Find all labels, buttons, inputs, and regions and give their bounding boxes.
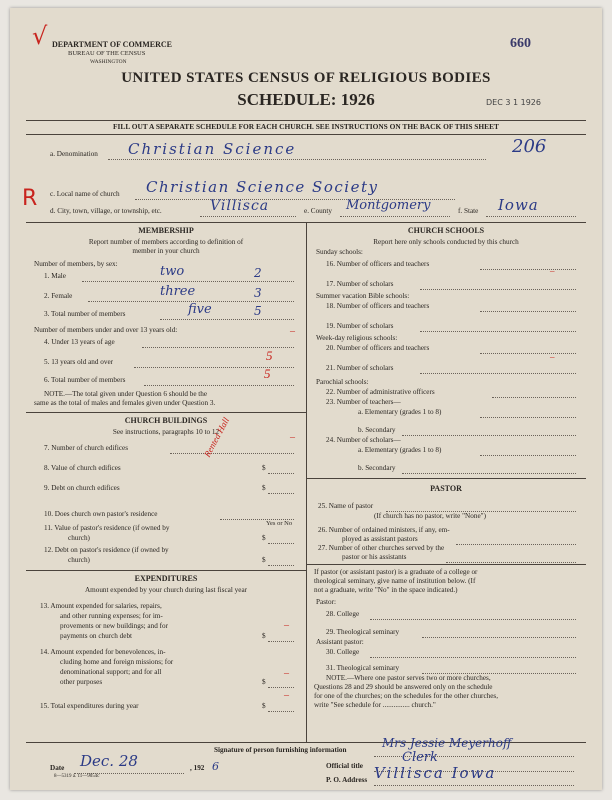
form-number: 8—5319 a. 11—9054c [54,774,100,779]
age-intro-label: Number of members under and over 13 years old: [34,326,178,334]
q21-label: 21. Number of scholars [326,364,394,372]
form-schedule: SCHEDULE: 1926 [237,90,375,109]
schools-intro: Report here only schools conducted by this church [373,238,519,246]
q13-line-4: payments on church debt [60,632,133,640]
pastor-title: PASTOR [430,484,462,493]
q5-13over-value[interactable]: 5 [266,348,273,363]
q1-male-value[interactable]: 2 [254,266,262,280]
weekday-schools-label: Week-day religious schools: [316,334,398,342]
signature-value[interactable]: Mrs Jessie Meyerhoff [382,736,512,750]
membership-title: MEMBERSHIP [138,226,194,235]
pastor-note-2: Questions 28 and 29 should be answered only on the schedule [314,683,493,691]
pastor-sublabel: Pastor: [316,598,336,606]
rented-hall-note: Rented Hall [202,415,232,459]
q24a-label: a. Elementary (grades 1 to 8) [358,446,442,454]
q9-debt-label: 9. Debt on church edifices [44,484,120,492]
form-title: UNITED STATES CENSUS OF RELIGIOUS BODIES [121,70,491,86]
red-checkmark: √ [32,22,48,50]
q29-label: 29. Theological seminary [326,628,400,636]
q25-note: (If church has no pastor, write "None") [374,512,486,520]
local-name-value[interactable]: Christian Science Society [146,178,379,196]
members-by-sex-label: Number of members, by sex: [34,260,118,268]
po-address-label: P. O. Address [326,776,368,784]
po-address-value[interactable]: Villisca Iowa [374,764,497,782]
q1-male-label: 1. Male [44,272,66,280]
q23b-label: b. Secondary [358,426,396,434]
q8-value-label: 8. Value of church edifices [44,464,121,472]
q16-label: 16. Number of officers and teachers [326,260,430,268]
expenditures-title: EXPENDITURES [134,574,198,583]
schedule-number: 660 [510,36,531,51]
department-name: DEPARTMENT OF COMMERCE [52,40,173,49]
q26-label-1: 26. Number of ordained ministers, if any, em- [318,526,450,534]
denomination-code: 206 [512,136,547,157]
graduate-intro-2: theological seminary, give name of institution below. (If [314,577,476,585]
q3-total-value[interactable]: 5 [254,304,262,318]
q2-female-value[interactable]: 3 [254,286,262,300]
buildings-intro: See instructions, paragraphs 10 to 12 [112,428,220,436]
official-title-label: Official title [326,762,363,770]
fill-out-instruction: FILL OUT A SEPARATE SCHEDULE FOR EACH CHURCH. SEE INSTRUCTIONS ON THE BACK OF THIS SHEET [113,122,499,131]
q19-label: 19. Number of scholars [326,322,394,330]
q17-label: 17. Number of scholars [326,280,394,288]
q14-line-3: denominational support; and for all [60,668,162,676]
q20-label: 20. Number of officers and teachers [326,344,430,352]
q14-line-2: cluding home and foreign missions; for [60,658,174,666]
membership-note-2: same as the total of males and females given under Question 3. [34,399,216,407]
q1-male-words[interactable]: two [160,264,185,279]
graduate-intro-1: If pastor (or assistant pastor) is a graduate of a college or [314,568,478,576]
q4-under13-label: 4. Under 13 years of age [44,338,115,346]
q2-female-words[interactable]: three [160,284,196,299]
q27-label-2: pastor or his assistants [342,553,407,561]
q3-total-label: 3. Total number of members [44,310,126,318]
city-label: d. City, town, village, or township, etc. [50,207,162,215]
pastor-note-4: write "See schedule for ............... church." [314,701,436,709]
q22-label: 22. Number of administrative officers [326,388,435,396]
q6-total-value[interactable]: 5 [264,366,271,381]
q30-label: 30. College [326,648,360,656]
graduate-intro-3: not a graduate, write "No" in the space indicated.) [314,586,458,594]
membership-intro-1: Report number of members according to definition of [88,238,244,246]
q2-female-label: 2. Female [44,292,73,300]
year-digit[interactable]: 6 [212,760,219,773]
assistant-pastor-sublabel: Assistant pastor: [316,638,364,646]
local-name-label: c. Local name of church [50,190,120,198]
q27-label-1: 27. Number of other churches served by the [318,544,445,552]
year-prefix: , 192 [190,764,205,772]
q13-line-3: provements or new buildings; and for [60,622,168,630]
summer-schools-label: Summer vacation Bible schools: [316,292,410,300]
q13-line-2: and other running expenses; for im- [60,612,163,620]
bureau-name: BUREAU OF THE CENSUS [68,50,146,57]
census-schedule-sheet: √ R DEPARTMENT OF COMMERCE BUREAU OF THE CENSUS WASHINGTON 660 UNITED STATES CENSUS OF RELIGIOUS BODIES SCHEDULE: 1926 DEC 3 1 1926 FILL OUT A SEPARATE SCHEDULE FOR EACH CHURCH. SEE INSTRUCTIONS ON THE BACK OF THIS SHEET a. Denomination Christian Science 206 c. Local name of church Christian Science Society d. City, town, village, or township, etc. Villisca e. County Montgomery f. State Iowa MEMBERSHIP Report number of members according to definition of member in your church Number of members, by sex: 1. Male two 2 2. Female three 3 3. Total number of members five 5 Number of members under and over 13 years old: 4. Under 13 years of age – 5. 13 years old and over 5 6. Total number of members 5 NOTE.—The total given under Question 6 should be the same as the total of males and females given under Question 3. CHURCH BUILDINGS See instructions, paragraphs 10 to 12 7. Number of church edifices – 8. Value of church edifices $ 9. Debt on church edifices $ Rented Hall 10. Does church own pastor's residence Yes or No 11. Value of pastor's residence (if owned by church) $ 12. Debt on pastor's residence (if owned by church) $ EXPENDITURES Amount expended by your church during last fiscal year 13. Amount expended for salaries, repairs, and other running expenses; for im- provements or new buildings; and for payments on church debt $ – 14. Amount expended for benevolences, in- cluding home and foreign missions; for denominational support; and for all other purposes $ – 15. Total expenditures during year $ – CHURCH SCHOOLS Report here only schools conducted by this church Sunday schools: 16. Number of officers and teachers 17. Number of scholars – Summer vacation Bible schools: 18. Number of officers and teachers 19. Number of scholars Week-day religious schools: 20. Number of officers and teachers 21. Number of scholars – Parochial schools: 22. Number of administrative officers 23. Number of teachers— a. Elementary (grades 1 to 8) b. Secondary 24. Number of scholars— a. Elementary (grades 1 to 8) b. Secondary PASTOR 25. Name of pastor (If church has no pastor, write "None") 26. Number of ordained ministers, if any, em- ployed as assistant pastors 27. Number of other churches served by the pastor or his assistants If pastor (or assistant pastor) is a graduate of a college or theological seminary, give name of institution below. (If not a graduate, write "No" in the space indicated.) Pastor: 28. College 29. Theological seminary Assistant pastor: 30. College 31. Theological seminary NOTE.—Where one pastor serves two or more churches, Questions 28 and 29 should be answered only on the schedule for one of the churches; on the schedules for the other churches, write "See schedule for ............... church." Signature of person furnishing information Mrs Jessie Meyerhoff Official title Clerk P. O. Address Villisca Iowa Date Dec. 28 , 192 6 8—5319 a. 11—9054c [10,8,602,790]
q3-total-words[interactable]: five [188,302,212,317]
q23-label: 23. Number of teachers— [326,398,401,406]
membership-note-1: NOTE.—The total given under Question 6 should be the [44,390,208,398]
q6-total-label: 6. Total number of members [44,376,126,384]
q13-line-1: 13. Amount expended for salaries, repairs, [40,602,162,610]
q14-line-4: other purposes [60,678,103,686]
sunday-schools-label: Sunday schools: [316,248,363,256]
state-label: f. State [458,207,479,215]
pastor-note-3: for one of the churches; on the schedules for the other churches, [314,692,499,700]
pastor-note-1: NOTE.—Where one pastor serves two or more churches, [326,674,491,682]
q31-label: 31. Theological seminary [326,664,400,672]
state-value[interactable]: Iowa [498,196,539,214]
city-value[interactable]: Villisca [210,198,270,214]
q15-total-label: 15. Total expenditures during year [40,702,139,710]
received-date-stamp: DEC 3 1 1926 [486,98,541,107]
expenditures-intro: Amount expended by your church during last fiscal year [84,586,248,594]
county-value[interactable]: Montgomery [346,198,431,213]
yes-no-hint: Yes or No [266,520,293,527]
denomination-label: a. Denomination [50,150,98,158]
official-title-value[interactable]: Clerk [402,750,438,765]
q26-label-2: ployed as assistant pastors [342,535,418,543]
parochial-schools-label: Parochial schools: [316,378,369,386]
q24-label: 24. Number of scholars— [326,436,401,444]
buildings-title: CHURCH BUILDINGS [124,416,208,425]
q12-label-1: 12. Debt on pastor's residence (if owned by [44,546,169,554]
q25-label: 25. Name of pastor [318,502,374,510]
q14-line-1: 14. Amount expended for benevolences, in- [40,648,166,656]
q5-13over-label: 5. 13 years old and over [44,358,114,366]
membership-intro-2: member in your church [132,247,200,255]
q18-label: 18. Number of officers and teachers [326,302,430,310]
q11-label-1: 11. Value of pastor's residence (if owned by [44,524,170,532]
date-value[interactable]: Dec. 28 [80,752,138,770]
q28-label: 28. College [326,610,360,618]
q12-label-2: church) [68,556,90,564]
denomination-value[interactable]: Christian Science [128,140,297,158]
bureau-city: WASHINGTON [90,59,127,65]
q10-residence-label: 10. Does church own pastor's residence [44,510,158,518]
q11-label-2: church) [68,534,90,542]
q7-edifices-label: 7. Number of church edifices [44,444,129,452]
red-r-mark: R [22,186,38,211]
q24b-label: b. Secondary [358,464,396,472]
date-label: Date [50,764,65,772]
signature-label: Signature of person furnishing information [214,746,347,754]
q23a-label: a. Elementary (grades 1 to 8) [358,408,442,416]
county-label: e. County [304,207,332,215]
schools-title: CHURCH SCHOOLS [407,226,485,235]
